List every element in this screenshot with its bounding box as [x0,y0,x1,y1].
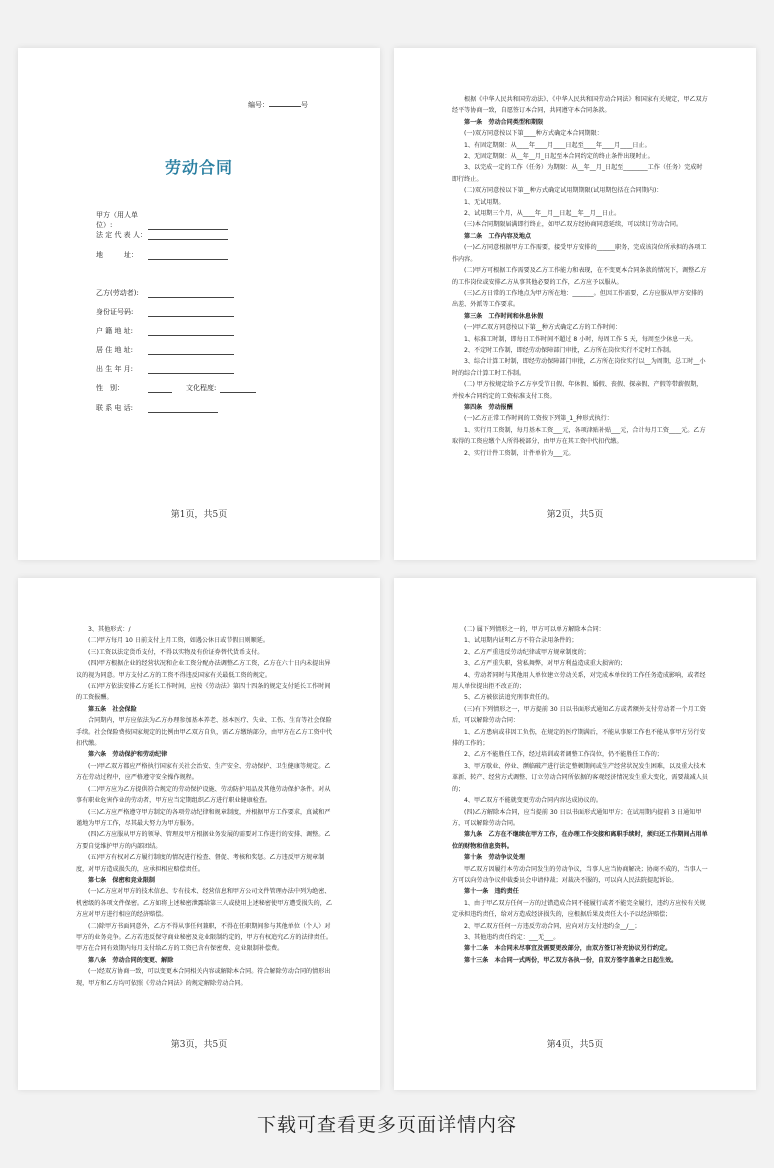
page-number: 第4页，共5页 [546,1040,604,1050]
clause-text: 2、乙方严重违反劳动纪律或甲方规章制度的； [464,648,590,656]
clause-text: 4、甲乙双方不能就变更劳动合同内容达成协议的。 [464,797,602,805]
party-b-id-blank [148,309,234,317]
clause-text: (一)甲乙双方都应严格执行国家有关社会治安、生产安全、劳动保护、卫生健康等规定。乙方在劳动过程中，应严格遵守安全操作规程。 [76,762,331,782]
clause-text: 甲乙双方因履行本劳动合同发生的劳动争议，当事人应当协商解决；协商不成的，当事人一方可以向劳动争议仲裁委员会申请仲裁；对裁决不服的，可以向人民法院提起诉讼。 [452,865,708,884]
clause-text: 3、其他违约责任约定：___无___。 [464,933,560,941]
clause-text: (二) 甲方按规定给予乙方享受节日假、年休假、婚假、丧假、探亲假、产假等带薪假期，并按本合同约定的工资标准支付工资。 [452,381,703,400]
clause-text: 4、劳动者同时与其他用人单位建立劳动关系，对完成本单位的工作任务造成影响，或者经用人单位提出拒不改正的； [452,671,706,691]
party-b-gender-blank [148,385,172,393]
party-b-gender-label: 性 别： [96,384,124,392]
party-b-phone-row [96,403,218,413]
clause-text: (二)甲方可根据工作需要及乙方工作能力和表现，在不变更本合同条款的情况下，调整乙方的工作岗位或安排乙方从事其他必要的工作，乙方应予以服从。 [452,267,707,286]
party-b-education-blank [220,385,256,393]
party-a-rep-label: 法 定 代 表 人： [96,231,147,239]
party-a-name-row [96,210,228,230]
party-a-rep-row [96,230,228,240]
party-b-phone-label: 联 系 电 话: [96,404,134,412]
clause-text: (一)乙方同意根据甲方工作需要，接受甲方安排的______职务，完成该岗位所承担的各项工作内容。 [452,244,707,263]
party-b-id-label: 身份证号码: [96,308,134,316]
party-a-addr-row [96,250,228,260]
document-page-1 [18,48,380,560]
party-b-name-blank [148,290,234,298]
party-b-phone-blank [148,405,218,413]
clause-text: (三)工资以法定货币支付，不得以实物及有价证券替代货币支付。 [88,648,264,656]
serial-blank [269,100,301,107]
party-a-addr-label: 地 址： [96,251,138,259]
party-a-rep-blank [148,232,228,240]
clause-text: (二)双方同意按以下第__种方式确定试用期期限(试用期包括在合同期内)： [464,187,663,195]
clause-text: (一)乙方正常工作时间的工资按下列第_1_种形式执行： [464,415,613,423]
clause-text: (一)双方同意按以下第____种方式确定本合同期限： [464,130,603,138]
clause-text: (三)乙方日常的工作地点为甲方所在地：_______。但因工作需要，乙方应服从甲方安排的出差、外派等工作要求。 [452,289,704,309]
download-more-caption[interactable]: 下载可查看更多页面详情内容 [256,1114,517,1136]
clause-text: 5、乙方被依法追究刑事责任的。 [464,694,554,702]
clause-text: (四)乙方解除本合同，应当提前 30 日以书面形式通知甲方；在试用期内提前 3 日通知甲方，可以解除劳动合同。 [452,808,702,827]
party-b-birth-row [96,364,234,374]
serial-label: 编号： [248,101,269,109]
clause-text: 2、试用期三个月，从____年__月__日起__年__月__日止。 [464,210,621,218]
page-2-body [452,94,708,459]
clause-text: 1、乙方患病或非因工负伤，在规定的医疗期满后，不能从事原工作也不能从事甲方另行安排的工作的； [452,728,706,748]
clause-text: 3、甲方歇业、停业、濒临破产进行法定整顿期间或生产经营状况发生困难，以及重大技术革新、转产、经营方式调整、订立劳动合同所依据的客观经济情况发生重大变化，需要裁减人员的； [452,762,708,793]
clause-heading: 第二条 工作内容及地点 [464,232,532,240]
party-b-education-label: 文化程度: [186,384,217,392]
clause-text: (三)本合同期限届满即行终止，如甲乙双方经协商同意延续，可以续订劳动合同。 [464,221,683,229]
party-b-birth-blank [148,366,234,374]
contract-title: 劳动合同 [164,158,233,177]
clause-text: (一)经双方协商一致，可以变更本合同相关内容或解除本合同。符合解除劳动合同的情形出现，甲方和乙方均可依照《劳动合同法》的规定解除劳动合同。 [76,968,331,987]
page-4-body [452,624,708,966]
clause-heading: 第七条 保密和竞业限制 [88,876,156,884]
clause-text: 根据《中华人民共和国劳动法》、《中华人民共和国劳动合同法》和国家有关规定，甲乙双方经平等协商一致，自愿签订本合同，共同遵守本合同条款。 [452,96,708,115]
clause-heading: 第六条 劳动保护和劳动纪律 [88,751,168,759]
party-b-hukou-blank [148,328,234,336]
clause-heading: 第十一条 违约责任 [464,888,519,896]
clause-heading: 第三条 工作时间和休息休假 [464,312,544,320]
clause-text: (一)甲乙双方同意按以下第__种方式确定乙方的工作时间： [464,324,622,332]
clause-heading: 第十三条 本合同一式两份，甲乙双方各执一份，自双方签字盖章之日起生效。 [464,956,678,964]
clause-text: (二)甲方应为乙方提供符合规定的劳动保护设施、劳动防护用品及其他劳动保护条件。对从事有职业危害作业的劳动者，甲方应当定期组织乙方进行职业健康检查。 [76,785,331,805]
party-b-residence-row [96,345,234,355]
clause-heading: 第四条 劳动报酬 [464,403,513,411]
clause-text: 2、实行计件工资制，计件单价为___元。 [464,449,575,457]
contract-serial [248,100,308,110]
serial-suffix: 号 [301,101,308,109]
party-a-name-label: 甲方（用人单位）: [96,211,138,229]
clause-text: (四)甲方根据企业的经营状况和企业工资分配办法调整乙方工资，乙方在六十日内未提出异议的视为同意。甲方支付乙方的工资不得违反国家有关最低工资的规定。 [76,660,331,679]
clause-text: (三)乙方应严格遵守甲方制定的各项劳动纪律和规章制度，并根据甲方工作要求，真诚和严谨地为甲方工作，尽其最大努力为甲方服务。 [76,808,331,827]
clause-text: 3、乙方严重失职，营私舞弊，对甲方利益造成重大损害的； [464,660,627,668]
clause-text: (四)乙方应服从甲方的领导、管理及甲方根据业务发展的需要对工作进行的安排、调整。乙方要自觉维护甲方的内部团结。 [76,831,331,850]
clause-text: (二)甲方每月 10 日前支付上月工资，如遇公休日或节假日则顺延。 [88,637,269,645]
clause-text: 2、甲乙双方任何一方违反劳动合同，应向对方支付违约金__/__； [464,922,641,930]
document-page-2 [394,48,756,560]
clause-heading: 第八条 劳动合同的变更、解除 [88,956,174,964]
clause-text: 2、无固定期限：从__年__月_日起至本合同约定的终止条件出现时止。 [464,153,654,161]
party-b-residence-blank [148,347,234,355]
clause-text: 1、有固定期限：从____年____月____日起至____年____月____日止。 [464,141,651,149]
clause-heading: 第九条 乙方在不继续在甲方工作，在办理工作交接和离职手续时，须归还工作期间占用单位的财物和信息资料。 [452,831,708,850]
party-b-residence-label: 居 住 地 址: [96,346,134,354]
page-number: 第1页，共5页 [170,510,228,520]
clause-text: 3、综合计算工时制，即经劳动保障部门审批，乙方所在岗位实行以__为周期，总工时__小时的综合计算工时工作制。 [452,358,706,377]
party-b-hukou-label: 户 籍 地 址: [96,327,134,335]
document-page-4 [394,578,756,1090]
page-3-body [76,624,332,989]
clause-text: 1、试用期内证明乙方不符合录用条件的； [464,637,578,645]
party-b-id-row [96,307,234,317]
party-a-name-blank [148,222,228,230]
page-number: 第3页，共5页 [170,1040,228,1050]
clause-text: 1、标准工时制，即每日工作时间不超过 8 小时，每周工作 5 天，每周至少休息一天。 [464,335,697,343]
clause-heading: 第五条 社会保险 [88,705,137,713]
party-b-name-label: 乙方(劳动者): [96,289,139,297]
clause-text: (二) 属下列情形之一的，甲方可以单方解除本合同： [464,626,605,633]
document-page-3 [18,578,380,1090]
clause-text: (五)甲方有权对乙方履行制度的情况进行检查、督促、考核和奖惩。乙方违反甲方规章制度，对甲方造成损失的，应承担相应赔偿责任。 [76,854,325,873]
party-a-addr-blank [148,252,228,260]
party-b-gender-row [96,383,256,393]
clause-text: 2、不定时工作制，即经劳动保障部门审批，乙方所在岗位实行不定时工作制。 [464,346,676,354]
party-b-name-row [96,288,234,298]
clause-heading: 第十二条 本合同未尽事宜及需要更改部分，由双方签订补充协议另行约定。 [464,945,672,953]
clause-text: (二)除甲方书面同意外，乙方不得从事任何兼职，不得在任职期间参与其他单位（个人）对甲方的业务竞争。乙方若违反保守商业秘密及竞业限制约定的，甲方有权追究乙方的法律责任。甲方在合同有效期内每月支付给乙方的工资已含有保密费、竞业限制补偿费。 [76,922,332,953]
clause-text: 3、其他形式：/ [88,626,131,633]
page-number: 第2页，共5页 [546,510,604,520]
clause-heading: 第一条 劳动合同类型和期限 [464,118,544,126]
party-b-hukou-row [96,326,234,336]
clause-text: (五)甲方依法安排乙方延长工作时间，应按《劳动法》第四十四条的规定支付延长工作时间的工资报酬。 [76,683,331,702]
clause-heading: 第十条 劳动争议处理 [464,854,525,862]
clause-text: (三)有下列情形之一，甲方提前 30 日以书面形式通知乙方或者额外支付劳动者一个月工资后，可以解除劳动合同： [452,705,706,725]
clause-text: 1、实行月工资制，每月基本工资___元，各项津贴补贴___元，合计每月工资____元。乙方取得的工资应缴个人所得税部分，由甲方在其工资中代扣代缴。 [452,426,706,446]
clause-text: 合同期内，甲方应依法为乙方办理参加基本养老、基本医疗、失业、工伤、生育等社会保险手续。社会保险费按国家规定的比例由甲乙双方自负，需乙方缴纳部分，由甲方在乙方工资中代扣代缴。 [76,717,332,748]
clause-text: 2、乙方不能胜任工作，经过培训或者调整工作岗位，仍不能胜任工作的； [464,751,663,759]
party-b-birth-label: 出 生 年 月: [96,365,134,373]
clause-text: 1、无试用期。 [464,198,505,206]
clause-text: (一)乙方应对甲方的技术信息、专有技术、经营信息和甲方公司文件管理办法中列为绝密、机密级的各项文件保密。乙方如将上述秘密泄露给第三人或使用上述秘密使甲方遭受损失的，乙方应对甲方进行相应的经济赔偿。 [76,888,332,919]
clause-text: 3、以完成一定的工作（任务）为期限：从__年__月_日起至________工作（任务）完成时即行终止。 [452,164,703,183]
clause-text: 1、由于甲乙双方任何一方的过错造成合同不能履行或者不能完全履行，违约方应按有关规定承担违约责任，给对方造成经济损失的，应根据后果及责任大小予以经济赔偿； [452,899,706,919]
